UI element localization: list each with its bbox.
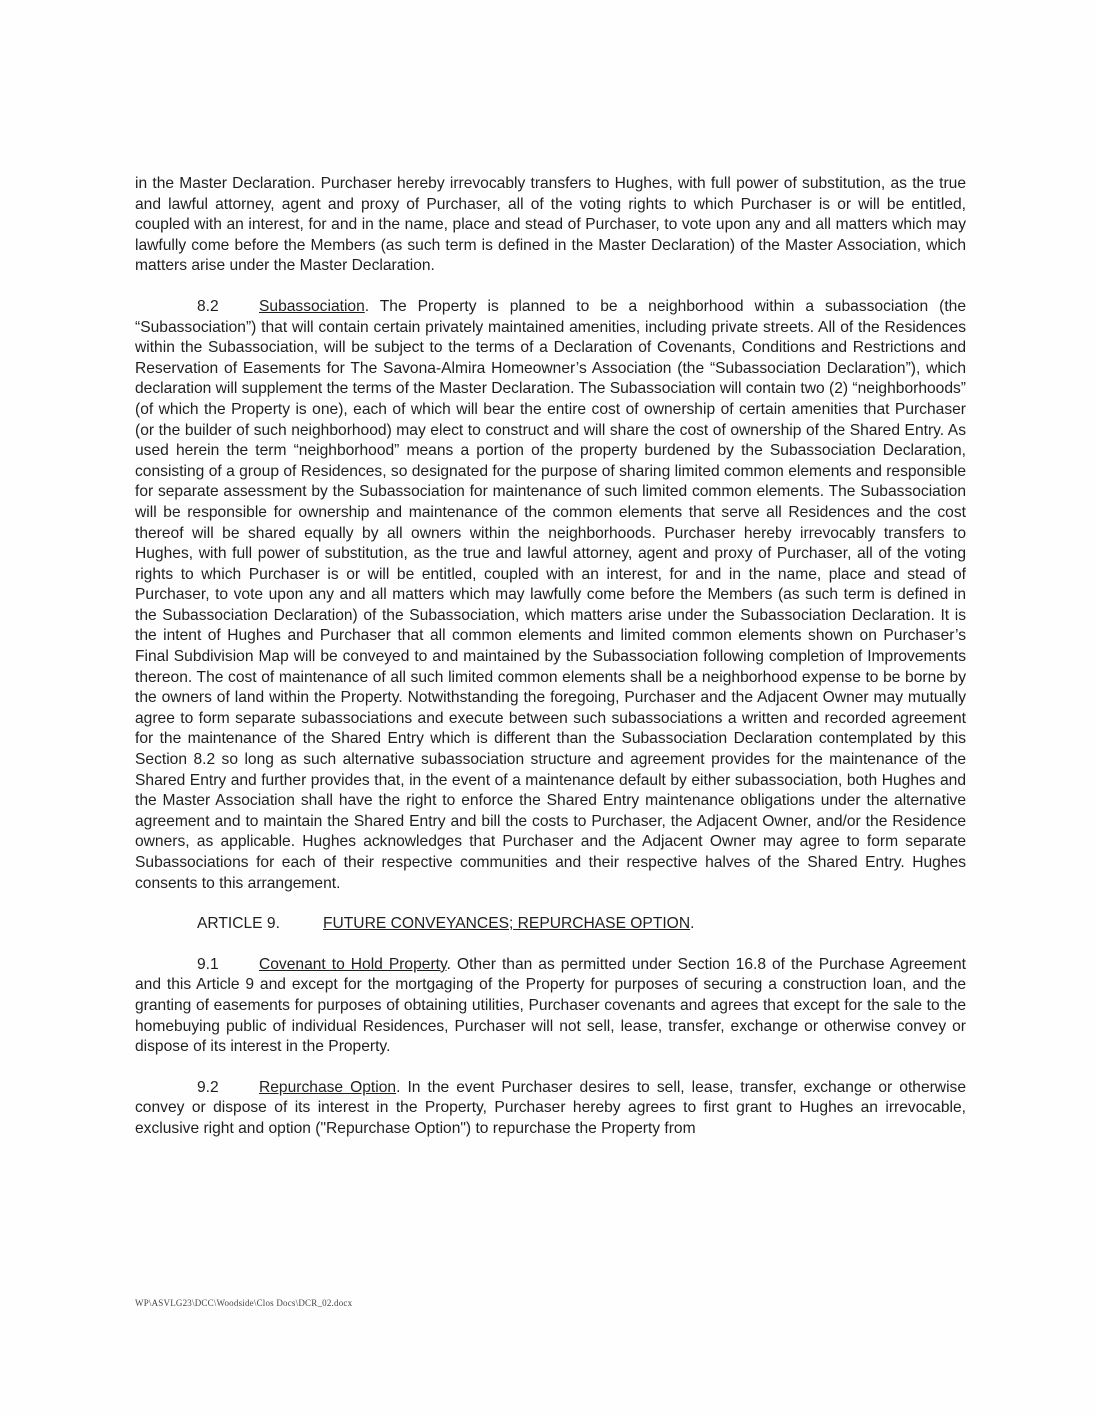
paragraph-text: in the Master Declaration. Purchaser hereby irrevocably transfers to Hughes, with full power of substitution, as the true and lawful attorney, agent and proxy of Purchaser, all of the voting rights to which Purchaser is or will be entitled, coupled with an interest, for and in the name, place and stead of Purchaser, to vote upon any and all matters which may lawfully come before the Members (as such term is defined in the Master Declaration) of the Master Association, which matters arise under the Master Declaration. xyxy=(135,175,966,275)
section-body: . The Property is planned to be a neighborhood within a subassociation (the “Subassociation”) that will contain certain privately maintained amenities, including private streets. All of the Residences within the Subassociation, will be subject to the terms of a Declaration of Covenants, Conditions and Restrictions and Reservation of Easements for The Savona-Almira Homeowner’s Association (the “Subassociation Declaration”), which declaration will supplement the terms of the Master Declaration. The Subassociation will contain two (2) “neighborhoods” (of which the Property is one), each of which will bear the entire cost of ownership of certain amenities that Purchaser (or the builder of such neighborhood) may elect to construct and will share the cost of ownership of the Shared Entry. As used herein the term “neighborhood” means a portion of the property burdened by the Subassociation Declaration, consisting of a group of Residences, so designated for the purpose of sharing limited common elements and responsible for separate assessment by the Subassociation for maintenance of such limited common elements. The Subassociation will be responsible for ownership and maintenance of the common elements that serve all Residences and the cost thereof will be shared equally by all owners within the neighborhoods. Purchaser hereby irrevocably transfers to Hughes, with full power of substitution, as the true and lawful attorney, agent and proxy of Purchaser, all of the voting rights to which Purchaser is or will be entitled, coupled with an interest, for and in the name, place and stead of Purchaser, to vote upon any and all matters which may lawfully come before the Members (as such term is defined in the Subassociation Declaration) of the Subassociation, which matters arise under the Subassociation Declaration. It is the intent of Hughes and Purchaser that all common elements and limited common elements shown on Purchaser’s Final Subdivision Map will be conveyed to and maintained by the Subassociation following completion of Improvements thereon. The cost of maintenance of all such limited common elements shall be a neighborhood expense to be borne by the owners of land within the Property. Notwithstanding the foregoing, Purchaser and the Adjacent Owner may mutually agree to form separate subassociations and execute between such subassociations a written and recorded agreement for the maintenance of the Shared Entry which is different than the Subassociation Declaration contemplated by this Section 8.2 so long as such alternative subassociation structure and agreement provides for the maintenance of the Shared Entry and further provides that, in the event of a maintenance default by either subassociation, both Hughes and the Master Association shall have the right to enforce the Shared Entry maintenance obligations under the alternative agreement and to maintain the Shared Entry and bill the costs to Purchaser, the Adjacent Owner, and/or the Residence owners, as applicable. Hughes acknowledges that Purchaser and the Adjacent Owner may agree to form separate Subassociations for each of their respective communities and their respective halves of the Shared Entry. Hughes consents to this arrangement. xyxy=(135,297,966,892)
section-number: 9.1 xyxy=(197,955,219,973)
section-number: 9.2 xyxy=(197,1078,219,1096)
article-title-suffix: . xyxy=(690,915,695,933)
section-body: . In the event Purchaser desires to sell, lease, transfer, exchange or otherwise convey or dispose of its interest in the Property, Purchaser hereby agrees to first grant to Hughes an irrevocable, exclusive right and option ("Repurchase Option") to repurchase the Property from xyxy=(135,1078,967,1137)
document-footer-path: WP\ASVLG23\DCC\Woodside\Clos Docs\DCR_02.docx xyxy=(135,1298,353,1308)
section-heading: Repurchase Option xyxy=(259,1078,397,1096)
document-body xyxy=(135,174,966,1140)
section-heading: Covenant to Hold Property xyxy=(259,955,447,973)
paragraph-8-1-continuation xyxy=(135,174,966,277)
section-9-2 xyxy=(135,1078,966,1140)
section-body: . Other than as permitted under Section 16.8 of the Purchase Agreement and this Article 9 and except for the mortgaging of the Property for purposes of securing a construction loan, and the granting of easements for purposes of obtaining utilities, Purchaser covenants and agrees that except for the sale to the homebuying public of individual Residences, Purchaser will not sell, lease, transfer, exchange or otherwise convey or dispose of its interest in the Property. xyxy=(135,955,966,1056)
section-9-1 xyxy=(135,955,966,1058)
article-label: ARTICLE 9. xyxy=(197,915,280,933)
section-8-2 xyxy=(135,297,966,894)
article-9-heading xyxy=(135,914,966,935)
section-heading: Subassociation xyxy=(259,297,365,315)
article-title: FUTURE CONVEYANCES; REPURCHASE OPTION xyxy=(323,915,691,933)
section-number: 8.2 xyxy=(197,297,219,315)
